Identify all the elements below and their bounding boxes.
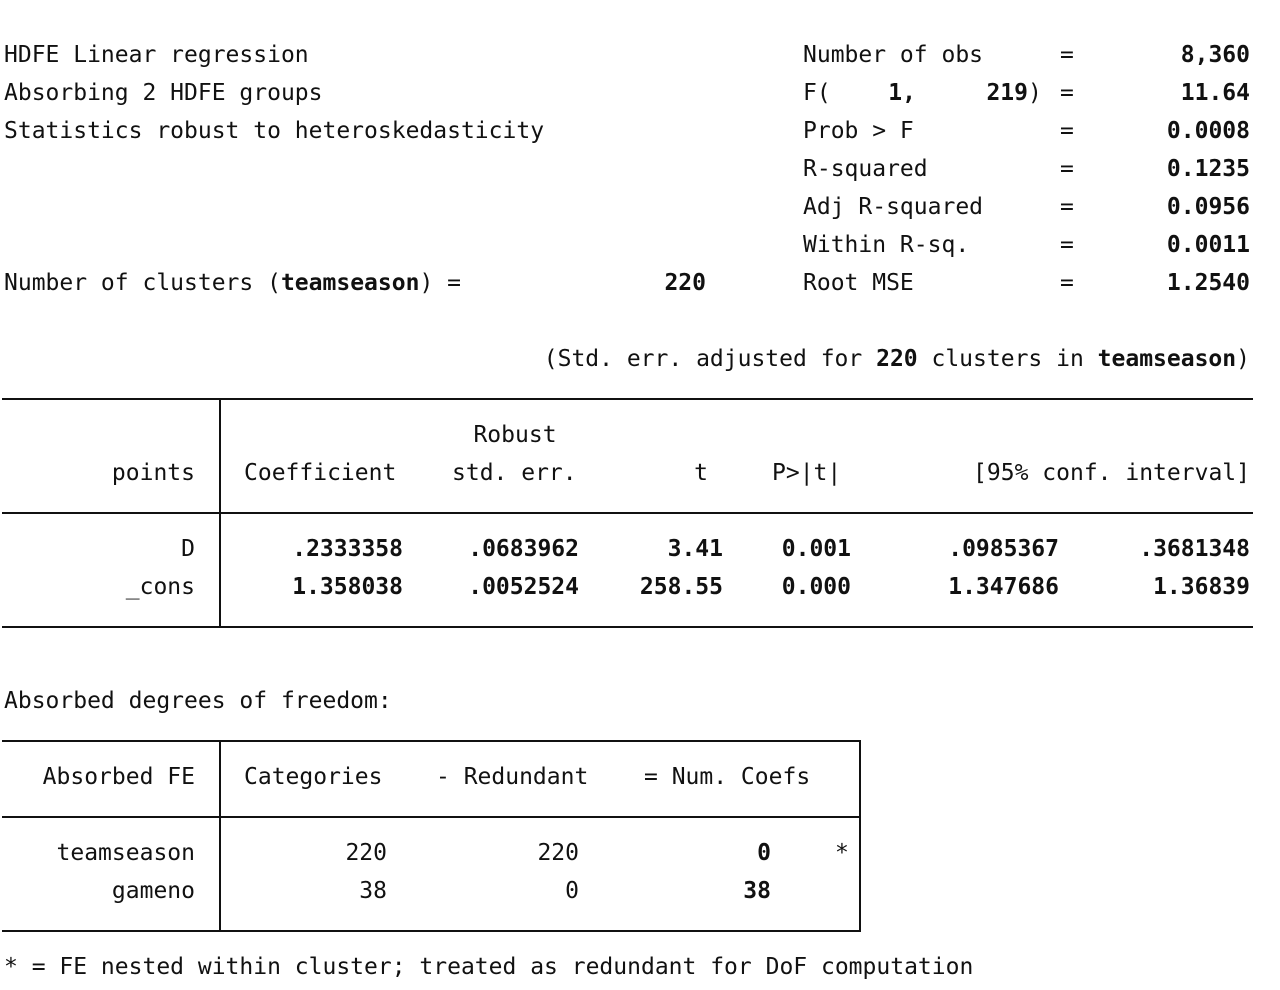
coef-row-coef: .2333358 xyxy=(292,536,403,562)
col-header-stderr: std. err. xyxy=(452,460,577,486)
absorbed-table-top-rule xyxy=(2,740,861,742)
abs-col-header-categories: Categories xyxy=(244,764,383,790)
stat-label-withinr2: Within R-sq. xyxy=(803,232,970,258)
se-note-close: ) xyxy=(1236,346,1250,372)
stat-label-adjr2: Adj R-squared xyxy=(803,194,984,220)
absorbed-table-right-border xyxy=(859,741,861,931)
abs-row-categories: 38 xyxy=(359,878,387,904)
stat-eq-nobs: = xyxy=(1060,42,1074,68)
stat-value-nobs: 8,360 xyxy=(1180,42,1250,68)
absorbed-table-bottom-rule xyxy=(2,930,861,932)
stat-eq-r2: = xyxy=(1060,156,1074,182)
stat-label-rmse: Root MSE xyxy=(803,270,914,296)
clusters-suffix: ) = xyxy=(419,270,461,296)
se-note-var: teamseason xyxy=(1097,346,1237,372)
stat-value-rmse: 1.2540 xyxy=(1166,270,1250,296)
stat-label-probf: Prob > F xyxy=(803,118,914,144)
stat-label-r2: R-squared xyxy=(803,156,928,182)
coef-row-ci-high: .3681348 xyxy=(1139,536,1250,562)
abs-row-fe: teamseason xyxy=(56,840,195,866)
abs-row-nested-flag: * xyxy=(835,840,849,866)
stat-eq-f: = xyxy=(1060,80,1074,106)
stat-value-withinr2: 0.0011 xyxy=(1166,232,1250,258)
abs-row-fe: gameno xyxy=(111,878,195,904)
stat-value-f: 11.64 xyxy=(1180,80,1250,106)
absorbed-footnote: * = FE nested within cluster; treated as redundant for DoF computation xyxy=(4,954,974,980)
robust-info: Statistics robust to heteroskedasticity xyxy=(4,118,545,144)
stat-value-r2: 0.1235 xyxy=(1166,156,1250,182)
stat-f-df2: 219 xyxy=(986,80,1028,106)
abs-row-categories: 220 xyxy=(345,840,387,866)
stat-label-nobs: Number of obs xyxy=(803,42,984,68)
coef-row-p: 0.000 xyxy=(781,574,851,600)
coef-row-name: _cons xyxy=(125,574,195,600)
abs-col-header-numcoefs: = Num. Coefs xyxy=(644,764,811,790)
se-note-n: 220 xyxy=(876,346,918,372)
stat-eq-withinr2: = xyxy=(1060,232,1074,258)
stat-eq-adjr2: = xyxy=(1060,194,1074,220)
absorbed-table-header-rule xyxy=(2,816,861,818)
coef-table-divider xyxy=(219,399,221,627)
absorbed-table-divider xyxy=(219,741,221,931)
abs-col-header-redundant: - Redundant xyxy=(436,764,589,790)
stat-eq-rmse: = xyxy=(1060,270,1074,296)
stat-label-f: F( xyxy=(803,80,831,106)
absorbed-title: Absorbed degrees of freedom: xyxy=(4,688,392,714)
coef-row-t: 258.55 xyxy=(639,574,723,600)
stat-f-df1: 1, xyxy=(888,80,916,106)
coef-row-ci-high: 1.36839 xyxy=(1153,574,1250,600)
abs-col-header-fe: Absorbed FE xyxy=(42,764,195,790)
abs-row-numcoefs: 38 xyxy=(743,878,771,904)
coef-row-ci-low: .0985367 xyxy=(948,536,1059,562)
se-note-open: (Std. err. adjusted for xyxy=(543,346,877,372)
stat-value-probf: 0.0008 xyxy=(1166,118,1250,144)
coef-row-name: D xyxy=(181,536,195,562)
absorbing-info: Absorbing 2 HDFE groups xyxy=(4,80,323,106)
col-header-depvar: points xyxy=(111,460,195,486)
coef-row-ci-low: 1.347686 xyxy=(948,574,1059,600)
clusters-var: teamseason xyxy=(280,270,420,296)
se-note-mid: clusters in xyxy=(917,346,1098,372)
clusters-value: 220 xyxy=(664,270,706,296)
coef-row-t: 3.41 xyxy=(667,536,723,562)
clusters-prefix: Number of clusters ( xyxy=(4,270,281,296)
coef-table-bottom-rule xyxy=(2,626,1253,628)
abs-row-redundant: 220 xyxy=(537,840,579,866)
coef-table-top-rule xyxy=(2,398,1253,400)
col-header-confint: [95% conf. interval] xyxy=(973,460,1250,486)
clusters-line xyxy=(4,264,461,302)
abs-row-redundant: 0 xyxy=(565,878,579,904)
model-title: HDFE Linear regression xyxy=(4,42,309,68)
se-adjustment-note xyxy=(300,340,1250,378)
coef-row-se: .0683962 xyxy=(468,536,579,562)
coef-row-p: 0.001 xyxy=(781,536,851,562)
col-header-t: t xyxy=(694,460,708,486)
coef-row-se: .0052524 xyxy=(468,574,579,600)
col-header-pvalue: P>|t| xyxy=(772,460,842,486)
abs-row-numcoefs: 0 xyxy=(757,840,771,866)
stat-value-adjr2: 0.0956 xyxy=(1166,194,1250,220)
coef-table-header-rule xyxy=(2,512,1253,514)
coef-row-coef: 1.358038 xyxy=(292,574,403,600)
stat-eq-probf: = xyxy=(1060,118,1074,144)
col-header-robust: Robust xyxy=(473,422,557,448)
stat-f-close: ) xyxy=(1028,80,1042,106)
col-header-coefficient: Coefficient xyxy=(244,460,397,486)
